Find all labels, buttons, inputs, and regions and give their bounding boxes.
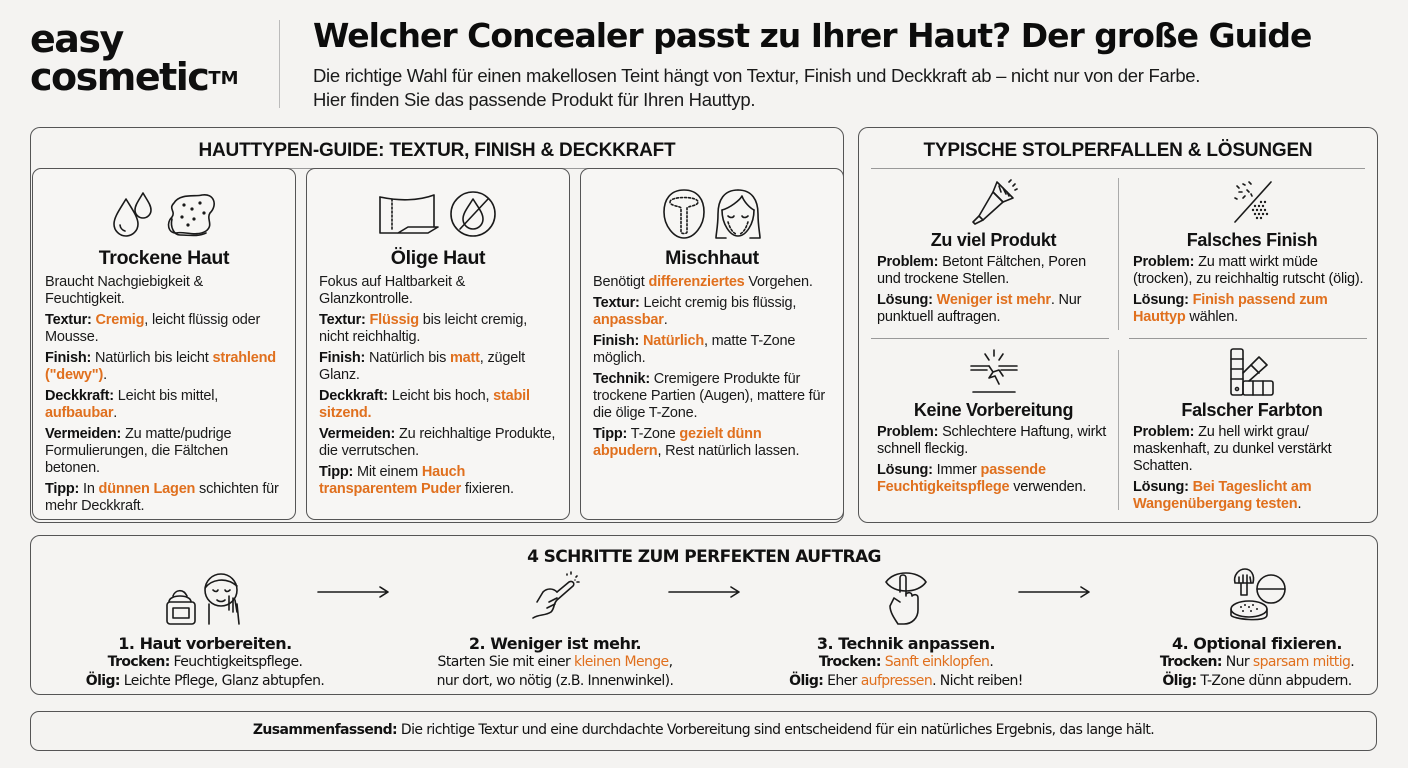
card-finish: Finish: Natürlich, matte T-Zone möglich. [593,333,796,366]
pitfalls-panel [858,127,1378,523]
subtitle-line-2: Hier finden Sie das passende Produkt für Ihren Hauttyp. [313,89,756,110]
summary-text: Die richtige Textur und eine durchdachte Vorbereitung sind entscheidend für ein natürliches Ergebnis, das lange hält. [397,722,1155,738]
card-title: Trockene Haut [98,247,230,269]
step-line-2: Ölig: T-Zone dünn abpudern. [1162,673,1352,689]
card-intro: Braucht Nachgiebigkeit & Feuchtigkeit. [45,274,204,307]
card-avoid: Vermeiden: Zu reichhaltige Produkte, die verrutschen. [319,426,556,459]
step-line-2: Ölig: Eher aufpressen. Nicht reiben! [789,673,1023,689]
cracked-surface-icon [967,348,1021,396]
card-tip: Tipp: Mit einem Hauch transparentem Puder fixieren. [319,464,514,497]
arrow-right-icon [316,586,392,598]
sponge-icon [166,189,218,239]
summary-banner [30,711,1377,751]
pitfall-problem: Problem: Schlechtere Haftung, wirkt schnell fleckig. [877,424,1107,457]
pitfall-title: Falscher Farbton [1181,400,1323,420]
page-subtitle [313,64,1200,112]
cream-jar-face-icon [165,566,245,626]
card-combination-skin [580,168,844,520]
pitfall-problem: Problem: Zu hell wirkt grau/ maskenhaft, zu dunkel verstärkt Schatten. [1133,424,1332,474]
pitfalls-title: TYPISCHE STOLPERFALLEN & LÖSUNGEN [923,140,1313,161]
vertical-divider [1118,350,1119,510]
steps-panel [30,535,1378,695]
card-texture: Textur: Cremig, leicht flüssig oder Mousse. [45,312,261,345]
card-avoid: Vermeiden: Zu matte/pudrige Formulierungen, die Fältchen betonen. [45,426,232,476]
header-divider [279,20,280,108]
step-line-1: Trocken: Sanft einklopfen. [818,654,994,670]
pitfall-solution: Lösung: Bei Tageslicht am Wangenübergang testen. [1133,479,1312,512]
step-title: 2. Weniger ist mehr. [468,634,642,653]
card-dry-skin [32,168,296,520]
powder-brush-icon [1227,567,1287,625]
fingertip-dot-icon [527,568,583,624]
trademark: TM [208,68,239,89]
color-swatch-icon [1227,347,1277,397]
finger-tap-eye-icon [882,566,930,626]
divider [871,338,1109,339]
pitfall-too-much-product [871,176,1116,330]
card-intro: Fokus auf Haltbarkeit & Glanzkontrolle. [319,274,466,307]
pitfall-wrong-shade [1127,346,1377,517]
pitfall-solution: Lösung: Immer passende Feuchtigkeitspflege verwenden. [877,462,1087,495]
blotting-paper-icon [378,191,440,237]
summary-label: Zusammenfassend: [252,722,398,738]
divider [871,168,1365,169]
woman-face-icon [714,188,762,240]
pitfall-title: Keine Vorbereitung [913,400,1074,420]
pitfall-problem: Problem: Betont Fältchen, Poren und trockene Stellen. [877,254,1086,287]
skin-guide-panel [30,127,844,523]
divider [1129,338,1367,339]
step-title: 1. Haut vorbereiten. [118,634,292,653]
steps-title: 4 SCHRITTE ZUM PERFEKTEN AUFTRAG [527,547,881,567]
no-oil-icon [448,189,498,239]
card-oily-skin [306,168,570,520]
pitfall-solution: Lösung: Finish passend zum Hauttyp wählen. [1133,292,1328,325]
step-line-1: Starten Sie mit einer kleinen Menge, [437,654,673,670]
pitfall-problem: Problem: Zu matt wirkt müde (trocken), zu reichhaltig rutscht (ölig). [1133,254,1364,287]
arrow-right-icon [667,586,743,598]
brand-logo [30,17,270,99]
vertical-divider [1118,178,1119,330]
water-drops-icon [110,189,158,239]
card-title: Ölige Haut [390,247,486,269]
step-line-1: Trocken: Nur sparsam mittig. [1159,654,1355,670]
step-1 [55,566,355,691]
subtitle-line-1: Die richtige Wahl für einen makellosen Teint hängt von Textur, Finish und Deckkraft ab – nicht nur von der Farbe. [313,65,1201,86]
card-tip: Tipp: In dünnen Lagen schichten für mehr Deckkraft. [45,481,279,514]
step-2 [405,566,705,691]
t-zone-face-icon [662,188,706,240]
brand-line1: easy [30,17,123,61]
pitfall-title: Zu viel Produkt [930,230,1057,250]
page-title: Welcher Concealer passt zu Ihrer Haut? Der große Guide [313,16,1312,55]
card-technique: Technik: Cremigere Produkte für trockene Partien (Augen), mattere für die ölige T-Zone. [593,371,825,421]
card-title: Mischhaut [665,247,759,269]
card-finish: Finish: Natürlich bis matt, zügelt Glanz. [319,350,525,383]
skin-guide-title: HAUTTYPEN-GUIDE: TEXTUR, FINISH & DECKKRAFT [198,140,676,161]
step-line-1: Trocken: Feuchtigkeitspflege. [107,654,303,670]
step-title: 3. Technik anpassen. [816,634,996,653]
step-line-2: Ölig: Leichte Pflege, Glanz abtupfen. [85,673,325,689]
brand-line2: cosmetic [30,55,209,99]
card-texture: Textur: Leicht cremig bis flüssig, anpassbar. [593,295,797,328]
pitfall-no-preparation [871,346,1116,500]
card-finish: Finish: Natürlich bis leicht strahlend ("dewy"). [45,350,276,383]
texture-split-icon [1227,178,1277,226]
card-tip: Tipp: T-Zone gezielt dünn abpudern, Rest natürlich lassen. [593,426,800,459]
pitfall-wrong-finish [1127,176,1377,330]
card-intro: Benötigt differenziertes Vorgehen. [593,274,813,290]
card-coverage: Deckkraft: Leicht bis mittel, aufbaubar. [45,388,219,421]
step-4 [1107,566,1407,691]
step-line-2: nur dort, wo nötig (z.B. Innenwinkel). [436,673,674,689]
step-title: 4. Optional fixieren. [1171,634,1342,653]
card-texture: Textur: Flüssig bis leicht cremig, nicht reichhaltig. [319,312,528,345]
pitfall-title: Falsches Finish [1186,230,1318,250]
arrow-right-icon [1017,586,1093,598]
pitfall-solution: Lösung: Weniger ist mehr. Nur punktuell auftragen. [877,292,1082,325]
brush-icon [969,178,1019,226]
card-coverage: Deckkraft: Leicht bis hoch, stabil sitzend. [319,388,530,421]
step-3 [756,566,1056,691]
